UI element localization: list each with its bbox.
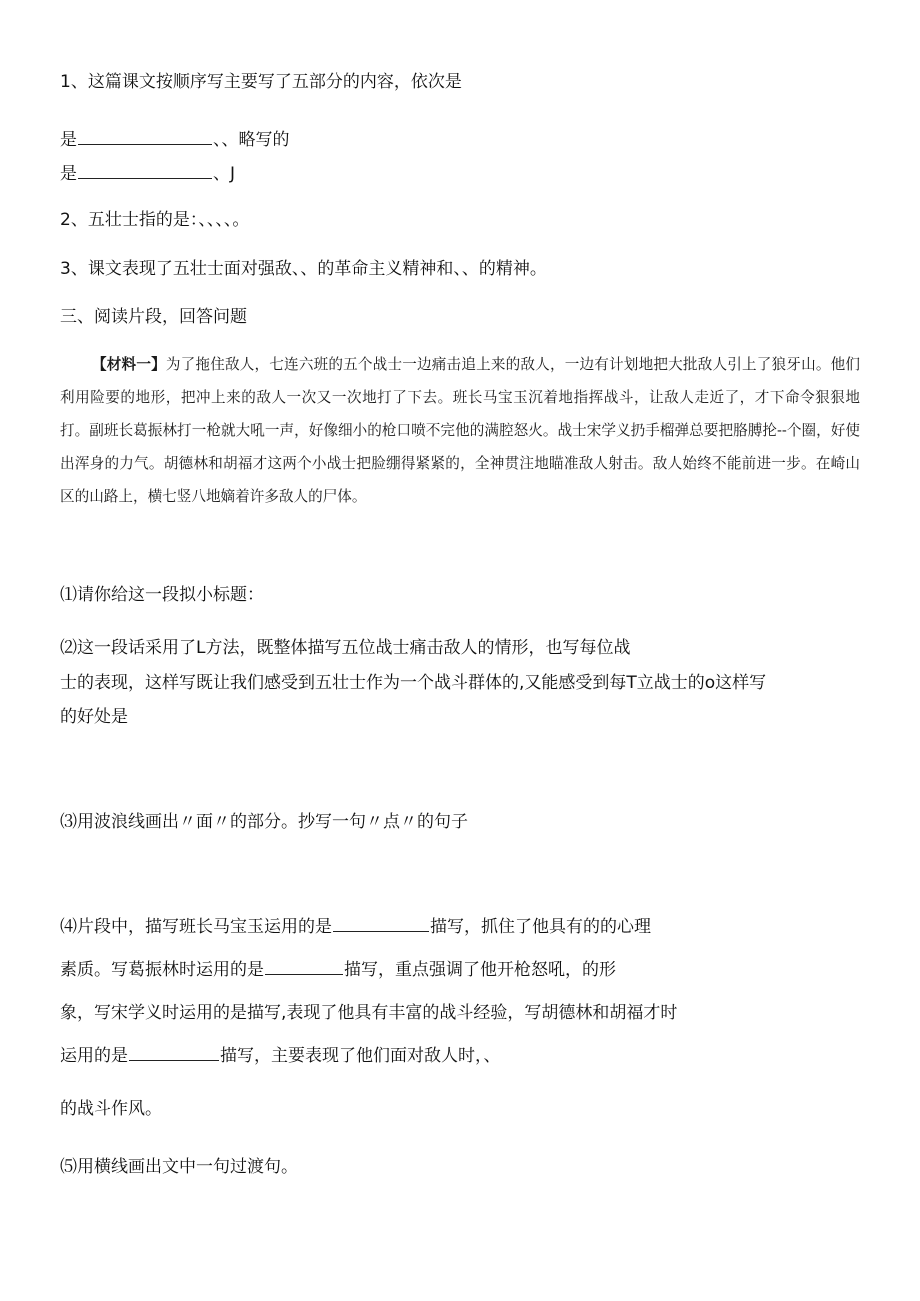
sub1-text: ⑴请你给这一段拟小标题：: [60, 585, 264, 605]
q1-title: 1、这篇课文按顺序写主要写了五部分的内容，依次是: [60, 72, 462, 92]
q1-line2: [60, 129, 290, 151]
q1-line3: [60, 163, 235, 185]
sub2-line2: 士的表现，这样写既让我们感受到五壮士作为一个战斗群体的,又能感受到每T立战士的o这样写: [60, 673, 767, 693]
sub4-line2-suffix: 描写，重点强调了他开枪怒吼，的形: [344, 960, 616, 980]
sub4-line5: 的战斗作风。: [60, 1099, 162, 1119]
passage-body: 为了拖住敌人，七连六班的五个战士一边痛击追上来的敌人，一边有计划地把大批敌人引上了狼牙山。他们利用险要的地形，把冲上来的敌人一次又一次地打了下去。班长马宝玉沉着地指挥战斗，让敌人走近了，才下命令狠狠地打。副班长葛振林打一枪就大吼一声，好像细小的枪口喷不完他的满腔怒火。战士宋学义扔手榴弹总要把胳膊抡--个圈，好使出浑身的力气。胡德林和胡福才这两个小战士把脸绷得紧紧的，全神贯注地瞄准敌人射击。敌人始终不能前进一步。在崎山区的山路上，横七竖八地嫡着许多敌人的尸体。: [60, 356, 860, 505]
sub4-line1: [60, 916, 651, 938]
answer-blank[interactable]: [129, 1045, 219, 1061]
sub4-line3: 象，写宋学义时运用的是描写,表现了他具有丰富的战斗经验，写胡德林和胡福才时: [60, 1003, 678, 1023]
q1-line2-suffix: 、、略写的: [213, 130, 290, 150]
sub3-text: ⑶用波浪线画出〃面〃的部分。抄写一句〃点〃的句子: [60, 812, 468, 832]
answer-blank[interactable]: [333, 916, 429, 932]
q1-line3-suffix: 、J: [213, 164, 236, 184]
sub4-line1-suffix: 描写，抓住了他具有的的心理: [430, 917, 651, 937]
q2-text: 2、五壮士指的是：、、、、。: [60, 210, 250, 230]
sub2-line1: ⑵这一段话采用了L方法，既整体描写五位战士痛击敌人的情形，也写每位战: [60, 638, 631, 658]
section3-title: 三、阅读片段，回答问题: [60, 307, 247, 327]
sub5-text: ⑸用横线画出文中一句过渡句。: [60, 1157, 298, 1177]
answer-blank[interactable]: [265, 959, 343, 975]
sub4-line4: [60, 1045, 501, 1067]
q1-line3-prefix: 是: [60, 164, 77, 184]
sub4-line4-suffix: 描写，主要表现了他们面对敌人时，、: [220, 1046, 501, 1066]
passage-tag: 【材料一】: [92, 356, 166, 373]
sub4-line2-prefix: 素质。写葛振林时运用的是: [60, 960, 264, 980]
answer-blank[interactable]: [78, 163, 212, 179]
sub4-line4-prefix: 运用的是: [60, 1046, 128, 1066]
sub4-line2: [60, 959, 616, 981]
sub2-line3: 的好处是: [60, 707, 128, 727]
answer-blank[interactable]: [78, 129, 212, 145]
reading-passage: [60, 348, 860, 513]
sub4-line1-prefix: ⑷片段中，描写班长马宝玉运用的是: [60, 917, 332, 937]
q3-text: 3、课文表现了五壮士面对强敌、、的革命主义精神和、、的精神。: [60, 259, 547, 279]
q1-line2-prefix: 是: [60, 130, 77, 150]
